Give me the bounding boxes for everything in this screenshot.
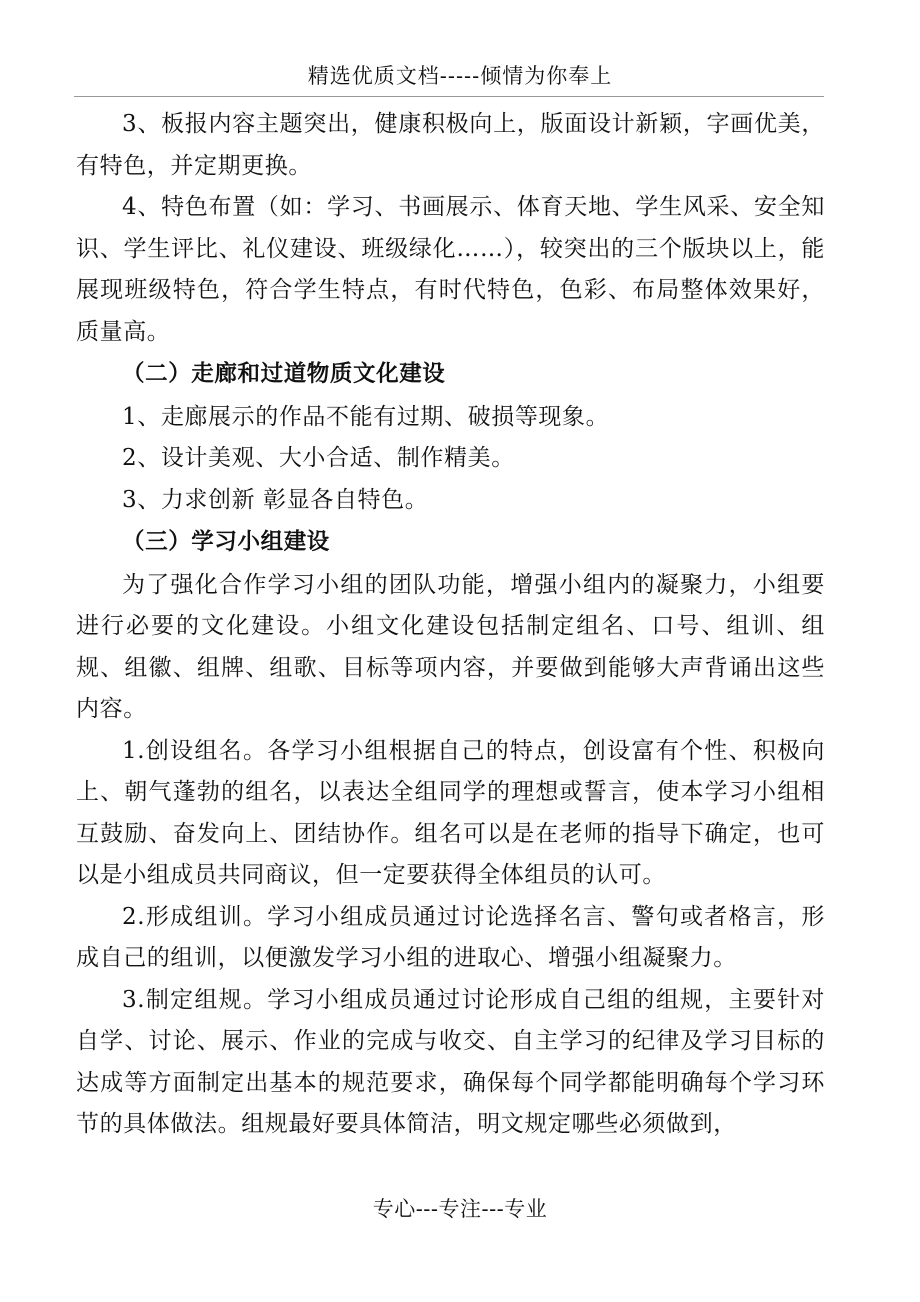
- paragraph-group-intro: 为了强化合作学习小组的团队功能，增强小组内的凝聚力，小组要进行必要的文化建设。小组文化建设包括制定组名、口号、组训、组规、组徽、组牌、组歌、目标等项内容，并要做到能够大声背诵出这些内容。: [76, 571, 825, 722]
- paragraph-corridor-item-3: 3、力求创新 彰显各自特色。: [122, 486, 429, 513]
- page-header: 精选优质文档-----倾情为你奉上: [307, 64, 613, 88]
- section-heading-study-group: （三）学习小组建设: [122, 529, 330, 555]
- paragraph-group-name: 1.创设组名。各学习小组根据自己的特点，创设富有个性、积极向上、朝气蓬勃的组名，以表达全组同学的理想或誓言，使本学习小组相互鼓励、奋发向上、团结协作。组名可以是在老师的指导下确定，也可以是小组成员共同商议，但一定要获得全体组员的认可。: [76, 737, 825, 888]
- page-footer: 专心---专注---专业: [372, 1197, 548, 1221]
- paragraph-group-motto: 2.形成组训。学习小组成员通过讨论选择名言、警句或者格言，形成自己的组训，以便激发学习小组的进取心、增强小组凝聚力。: [76, 903, 825, 971]
- section-heading-corridor: （二）走廊和过道物质文化建设: [122, 361, 446, 387]
- header-divider: [74, 96, 824, 97]
- paragraph-featured-layout: 4、特色布置（如：学习、书画展示、体育天地、学生风采、安全知识、学生评比、礼仪建设、班级绿化……），较突出的三个版块以上，能展现班级特色，符合学生特点，有时代特色，色彩、布局整体效果好，质量高。: [76, 194, 825, 345]
- paragraph-group-rules: 3.制定组规。学习小组成员通过讨论形成自己组的组规，主要针对自学、讨论、展示、作业的完成与收交、自主学习的纪律及学习目标的达成等方面制定出基本的规范要求，确保每个同学都能明确每个学习环节的具体做法。组规最好要具体简洁，明文规定哪些必须做到，: [76, 986, 825, 1137]
- paragraph-corridor-item-2: 2、设计美观、大小合适、制作精美。: [122, 445, 515, 471]
- paragraph-corridor-item-1: 1、走廊展示的作品不能有过期、破损等现象。: [122, 403, 610, 430]
- document-body: [76, 104, 825, 1146]
- paragraph-blackboard-content: 3、板报内容主题突出，健康积极向上，版面设计新颖，字画优美，有特色，并定期更换。: [76, 111, 825, 179]
